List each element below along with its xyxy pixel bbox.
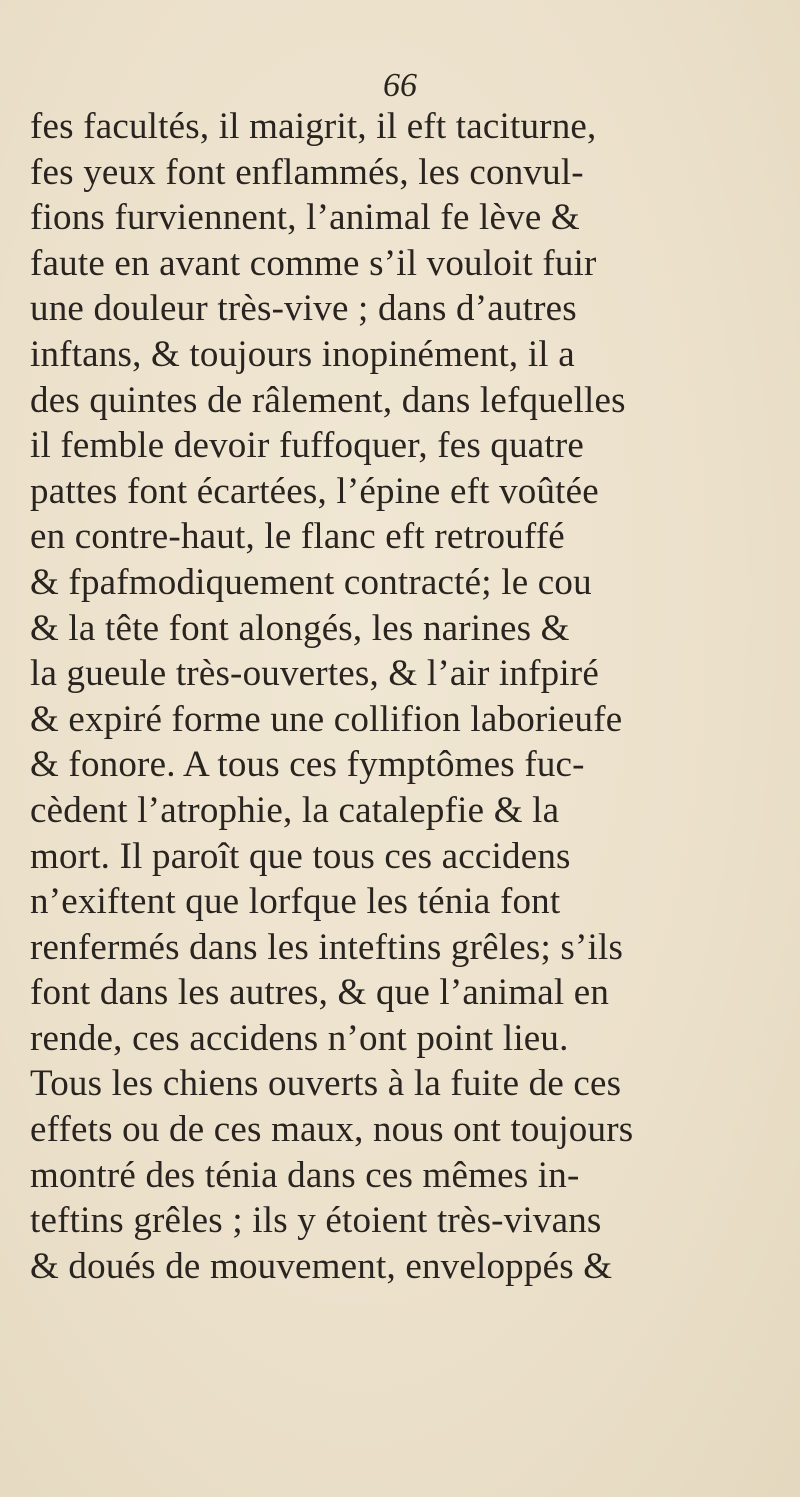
text-line: & fonore. A tous ces fymptômes fuc- bbox=[30, 744, 585, 786]
text-line: en contre-haut, le flanc eft retrouffé bbox=[30, 516, 565, 558]
body-text bbox=[30, 104, 790, 1289]
text-line: une douleur très-vive ; dans d’autres bbox=[30, 288, 577, 330]
text-line: fes facultés, il maigrit, il eft taciturne, bbox=[30, 106, 597, 147]
text-line: la gueule très-ouvertes, & l’air infpiré bbox=[30, 653, 599, 695]
page-number: 66 bbox=[383, 67, 417, 104]
text-line: inftans, & toujours inopinément, il a bbox=[30, 333, 575, 375]
text-line: montré des ténia dans ces mêmes in- bbox=[30, 1154, 580, 1196]
text-line: cèdent l’atrophie, la catalepfie & la bbox=[30, 789, 560, 831]
text-line: & fpafmodiquement contracté; le cou bbox=[30, 561, 592, 603]
text-line: font dans les autres, & que l’animal en bbox=[30, 972, 610, 1014]
text-line: Tous les chiens ouverts à la fuite de ces bbox=[30, 1063, 622, 1105]
text-line: & expiré forme une collifion laborieufe bbox=[30, 698, 623, 740]
text-line: teftins grêles ; ils y étoient très-vivans bbox=[30, 1200, 602, 1242]
text-line: rende, ces accidens n’ont point lieu. bbox=[30, 1017, 569, 1059]
text-line: des quintes de râlement, dans lefquelles bbox=[30, 379, 626, 421]
text-line: fes yeux font enflammés, les convul- bbox=[30, 151, 584, 193]
text-line: faute en avant comme s’il vouloit fuir bbox=[30, 242, 597, 284]
text-line: & la tête font alongés, les narines & bbox=[30, 607, 570, 649]
text-line: & doués de mouvement, enveloppés & bbox=[30, 1245, 613, 1287]
text-line: renfermés dans les inteftins grêles; s’ils bbox=[30, 926, 624, 968]
text-line: il femble devoir fuffoquer, fes quatre bbox=[30, 425, 585, 467]
text-line: n’exiftent que lorfque les ténia font bbox=[30, 881, 561, 923]
text-line: fions furviennent, l’animal fe lève & bbox=[30, 197, 580, 239]
text-line: mort. Il paroît que tous ces accidens bbox=[30, 835, 571, 877]
text-line: effets ou de ces maux, nous ont toujours bbox=[30, 1109, 634, 1151]
text-line: pattes font écartées, l’épine eft voûtée bbox=[30, 470, 599, 512]
